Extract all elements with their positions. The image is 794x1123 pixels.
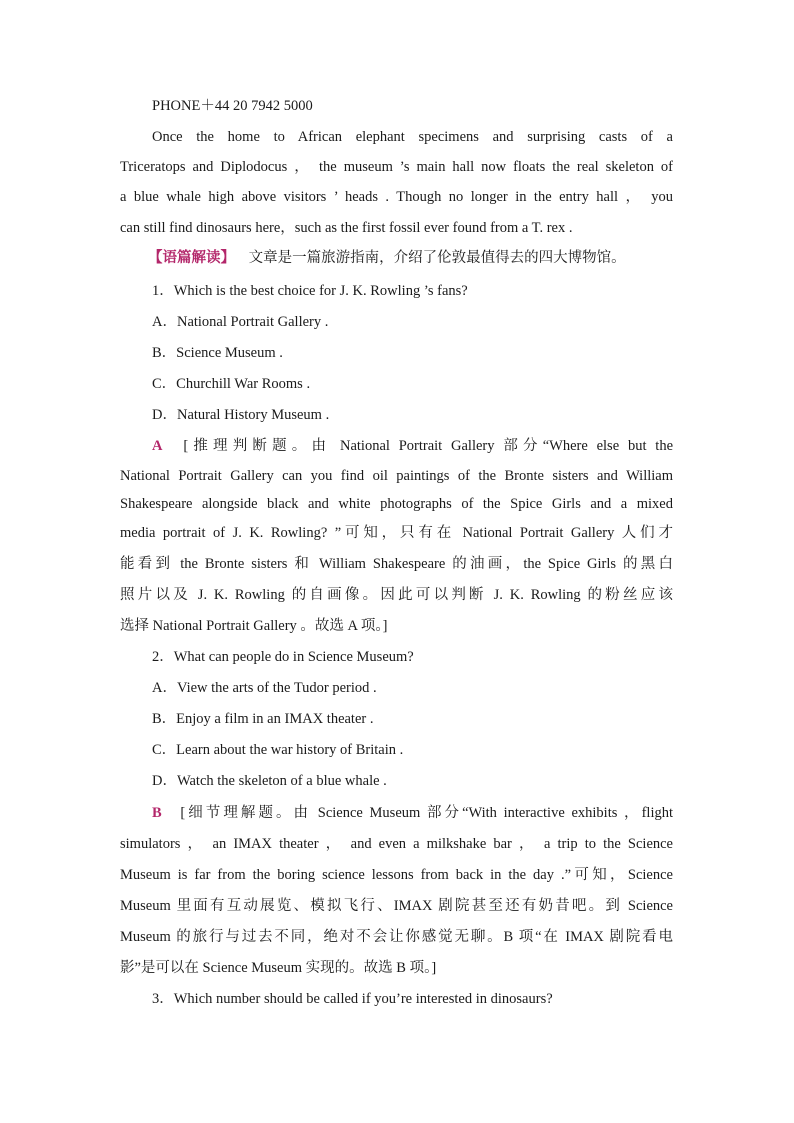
explanation-line: simulators ， an IMAX theater ， and even a milkshake bar ， a trip to the Science bbox=[120, 836, 673, 852]
passage-line: a blue whale high above visitors ’ heads . Though no longer in the entry hall ， you bbox=[120, 189, 673, 205]
explanation-line: 影”是可以在 Science Museum 实现的。故选 B 项。] bbox=[120, 960, 437, 976]
question-stem: 1．Which is the best choice for J. K. Rowling ’s fans? bbox=[152, 283, 468, 299]
explanation-line bbox=[152, 803, 673, 823]
option: B．Enjoy a film in an IMAX theater . bbox=[152, 711, 374, 727]
analysis-label: 【语篇解读】 bbox=[148, 250, 235, 266]
question-stem: 3．Which number should be called if you’re interested in dinosaurs? bbox=[152, 991, 553, 1007]
phone-line: PHONE＋44 20 7942 5000 bbox=[152, 98, 313, 114]
option: B．Science Museum . bbox=[152, 345, 283, 361]
explanation-line: 选择 National Portrait Gallery 。故选 A 项。] bbox=[120, 618, 388, 634]
analysis-text: 文章是一篇旅游指南，介绍了伦敦最值得去的四大博物馆。 bbox=[248, 250, 626, 266]
option: A．View the arts of the Tudor period . bbox=[152, 680, 377, 696]
explanation-line: Shakespeare alongside black and white photographs of the Spice Girls and a mixed bbox=[120, 496, 673, 512]
explanation-line: Museum is far from the boring science lessons from back in the day .”可知，Science bbox=[120, 867, 673, 883]
option: D．Watch the skeleton of a blue whale . bbox=[152, 773, 387, 789]
explanation-line bbox=[152, 436, 673, 456]
explanation-line: National Portrait Gallery can you find oil paintings of the Bronte sisters and William bbox=[120, 468, 673, 484]
passage-line: Once the home to African elephant specimens and surprising casts of a bbox=[152, 129, 673, 145]
explanation-text: [推理判断题。由 National Portrait Gallery 部分“Where else but the bbox=[183, 438, 674, 454]
explanation-line: media portrait of J. K. Rowling? ”可知，只有在 National Portrait Gallery 人们才 bbox=[120, 525, 673, 541]
analysis-line bbox=[148, 248, 669, 268]
option: C．Learn about the war history of Britain . bbox=[152, 742, 404, 758]
answer-letter: B bbox=[152, 805, 162, 821]
explanation-line: 照片以及 J. K. Rowling 的自画像。因此可以判断 J. K. Rowling 的粉丝应该 bbox=[120, 587, 673, 603]
option: A．National Portrait Gallery . bbox=[152, 314, 329, 330]
answer-letter: A bbox=[152, 438, 163, 454]
explanation-line: Museum 的旅行与过去不同，绝对不会让你感觉无聊。B 项“在 IMAX 剧院看电 bbox=[120, 929, 673, 945]
explanation-text: [细节理解题。由 Science Museum 部分“With interactive exhibits ，flight bbox=[180, 805, 674, 821]
question-stem: 2．What can people do in Science Museum? bbox=[152, 649, 414, 665]
option: D．Natural History Museum . bbox=[152, 407, 330, 423]
explanation-line: 能看到 the Bronte sisters 和 William Shakespeare 的油画，the Spice Girls 的黑白 bbox=[120, 556, 673, 572]
passage-line: can still find dinosaurs here，such as the first fossil ever found from a T. rex . bbox=[120, 220, 573, 236]
passage-line: Triceratops and Diplodocus ， the museum ’s main hall now floats the real skeleton of bbox=[120, 159, 673, 175]
explanation-line: Museum 里面有互动展览、模拟飞行、IMAX 剧院甚至还有奶昔吧。到 Science bbox=[120, 898, 673, 914]
option: C．Churchill War Rooms . bbox=[152, 376, 311, 392]
